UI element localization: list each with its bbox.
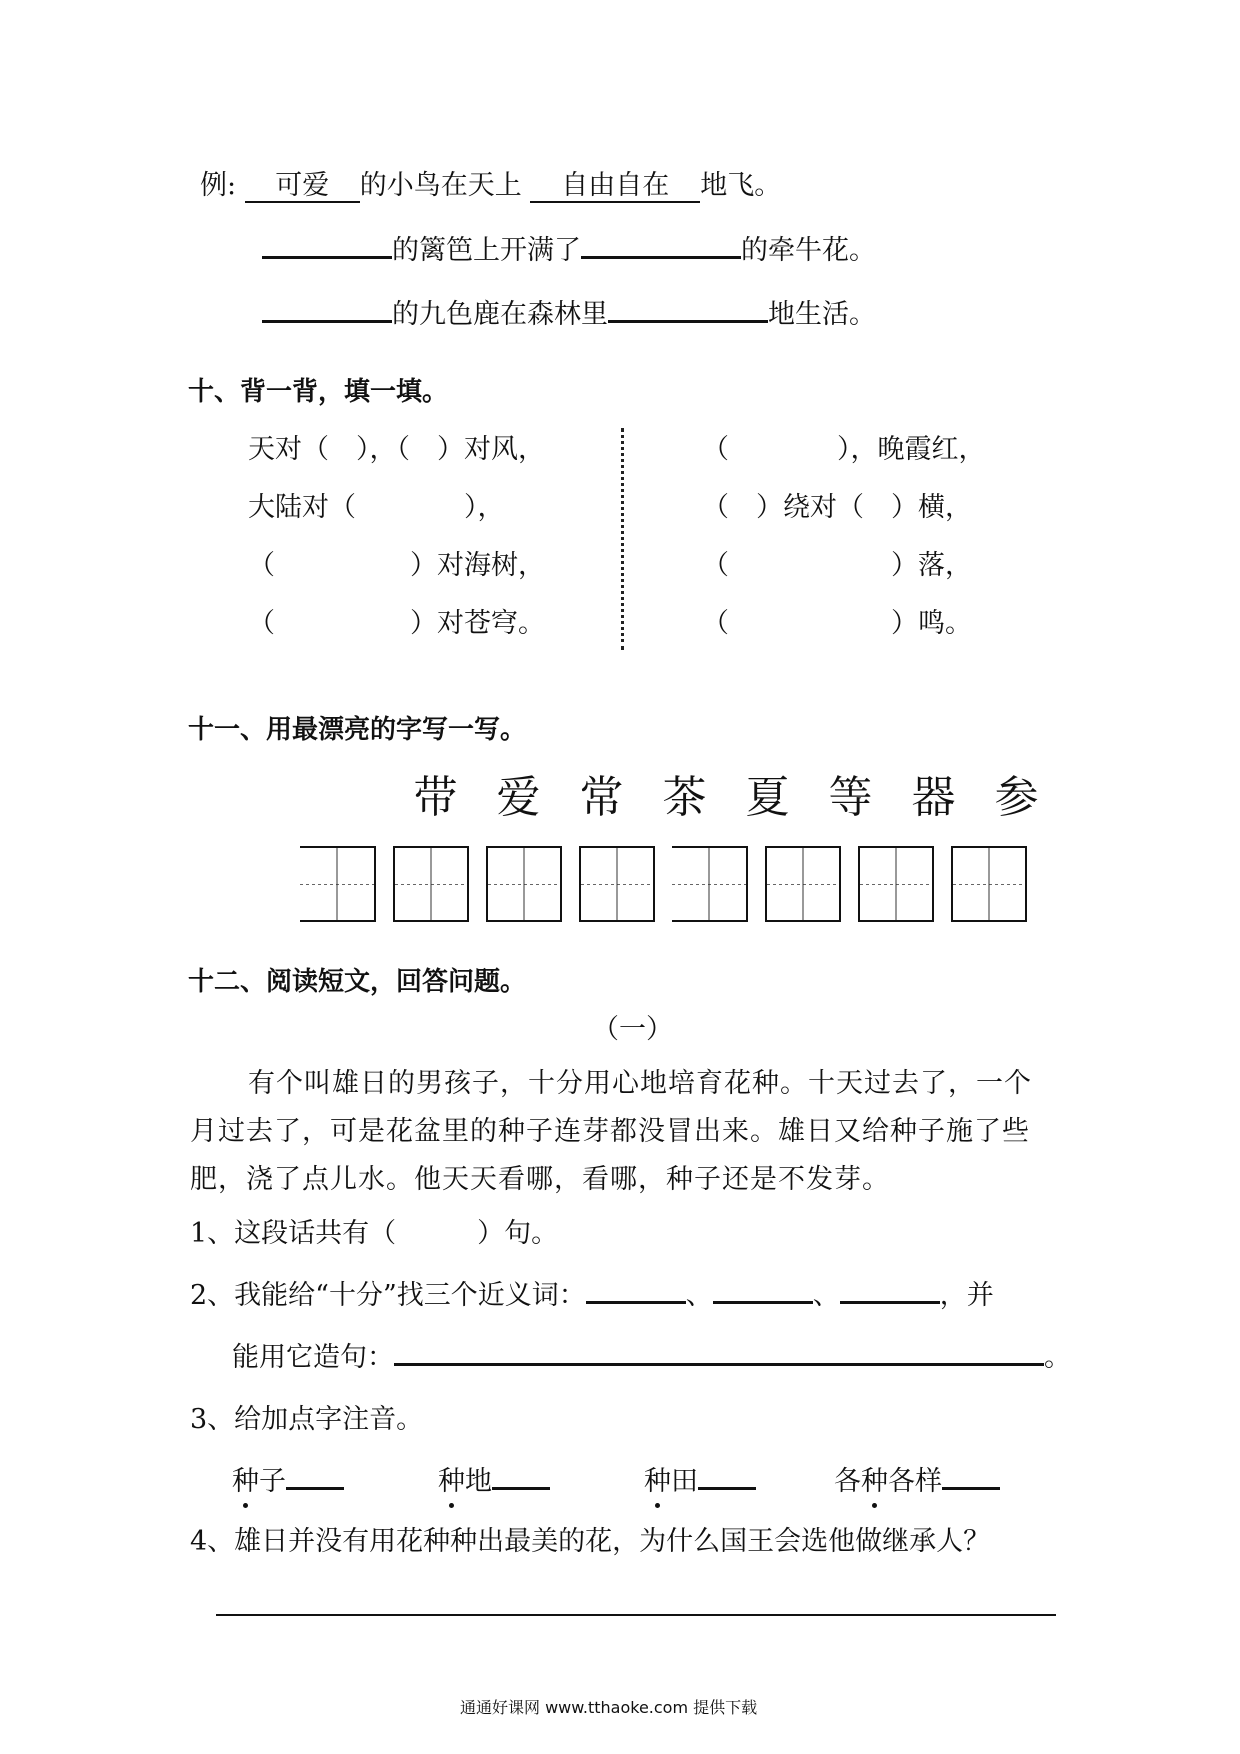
section-11-heading: 十一、用最漂亮的字写一写。 [188,715,527,745]
example-middle: 的小鸟在天上 [359,170,522,201]
answer-line[interactable] [216,1614,1056,1616]
writing-box[interactable] [672,846,748,922]
model-char: 茶 [662,772,707,823]
couplet-left-1: 天对（ ），（ ）对风， [248,434,545,465]
model-char: 带 [413,772,458,823]
couplet-left-2: 大陆对（ ）， [248,492,505,523]
writing-box[interactable] [765,846,841,922]
writing-box[interactable] [393,846,469,922]
section-12-heading: 十二、阅读短文，回答问题。 [188,967,527,997]
fill-line-2 [262,297,876,333]
q3-item-2 [438,1464,550,1500]
model-char: 参 [994,772,1039,823]
question-2-lead: 2、我能给“十分”找三个近义词： [190,1280,586,1311]
passage-part-label: （一） [592,1014,673,1045]
footer-text: 通通好课网 www.tthaoke.com 提供下载 [460,1698,758,1717]
question-2-line2-end: 。 [1044,1342,1071,1373]
couplet-left-3: （ ）对海树， [248,550,545,581]
model-char: 常 [579,772,624,823]
section-10-heading: 十、背一背，填一填。 [188,377,449,407]
writing-box[interactable] [579,846,655,922]
pinyin-blank-4[interactable] [942,1465,1000,1490]
passage-line-1: 有个叫雄日的男孩子，十分用心地培育花种。十天过去了，一个 [248,1068,1032,1099]
q3-item-3 [644,1464,756,1500]
example-word2: 自由自在 [530,171,700,203]
example-prefix: 例: [200,170,237,201]
q3-item-text: 各样 [888,1466,942,1497]
blank-2b[interactable] [608,298,768,323]
model-char: 等 [828,772,873,823]
fill-line-1-end: 的牵牛花。 [741,235,876,266]
blank-1a[interactable] [262,234,392,259]
model-char: 器 [911,772,956,823]
sentence-blank[interactable] [394,1341,1044,1366]
question-2-tail: ，并 [939,1280,994,1311]
dotted-char: 种 [438,1464,465,1500]
couplet-right-4: （ ）鸣。 [702,608,972,639]
pinyin-blank-3[interactable] [698,1465,756,1490]
separator: 、 [685,1280,713,1311]
blank-1b[interactable] [581,234,741,259]
q3-item-text: 各 [834,1466,861,1497]
q3-item-text: 子 [259,1466,286,1497]
q3-item-text: 田 [671,1466,698,1497]
question-2-line-2 [232,1340,1071,1376]
fill-line-1 [262,233,876,269]
writing-box[interactable] [951,846,1027,922]
couplet-left-4: （ ）对苍穹。 [248,608,545,639]
pinyin-blank-2[interactable] [492,1465,550,1490]
q3-item-4 [834,1464,1000,1500]
column-divider [621,428,624,650]
question-2-line2-lead: 能用它造句： [232,1342,394,1373]
q3-item-text: 地 [465,1466,492,1497]
dotted-char: 种 [644,1464,671,1500]
writing-box[interactable] [858,846,934,922]
couplet-right-2: （ ）绕对（ ）横， [702,492,972,523]
couplet-right-1: （ ），晚霞红， [702,434,986,465]
question-3: 3、给加点字注音。 [190,1404,424,1435]
example-line [200,168,781,204]
fill-line-2-end: 地生活。 [768,299,876,330]
writing-box[interactable] [300,846,376,922]
separator: 、 [812,1280,840,1311]
blank-2a[interactable] [262,298,392,323]
example-suffix: 地飞。 [700,170,782,201]
fill-line-1-mid: 的篱笆上开满了 [392,235,581,266]
example-word1: 可爱 [245,171,360,203]
model-char: 夏 [745,772,790,823]
passage-line-2: 月过去了，可是花盆里的种子连芽都没冒出来。雄日又给种子施了些 [190,1116,1030,1147]
question-2-line-1 [190,1278,994,1314]
model-characters [394,770,1058,826]
synonym-blank-1[interactable] [586,1279,686,1304]
question-1: 1、这段话共有（ ）句。 [190,1218,559,1249]
synonym-blank-3[interactable] [840,1279,940,1304]
passage-line-3: 肥，浇了点儿水。他天天看哪，看哪，种子还是不发芽。 [190,1164,890,1195]
dotted-char: 种 [861,1464,888,1500]
dotted-char: 种 [232,1464,259,1500]
question-4: 4、雄日并没有用花种种出最美的花，为什么国王会选他做继承人？ [190,1526,991,1557]
q3-item-1 [232,1464,344,1500]
fill-line-2-mid: 的九色鹿在森林里 [392,299,608,330]
writing-box[interactable] [486,846,562,922]
synonym-blank-2[interactable] [713,1279,813,1304]
couplet-right-3: （ ）落， [702,550,972,581]
model-char: 爱 [496,772,541,823]
pinyin-blank-1[interactable] [286,1465,344,1490]
